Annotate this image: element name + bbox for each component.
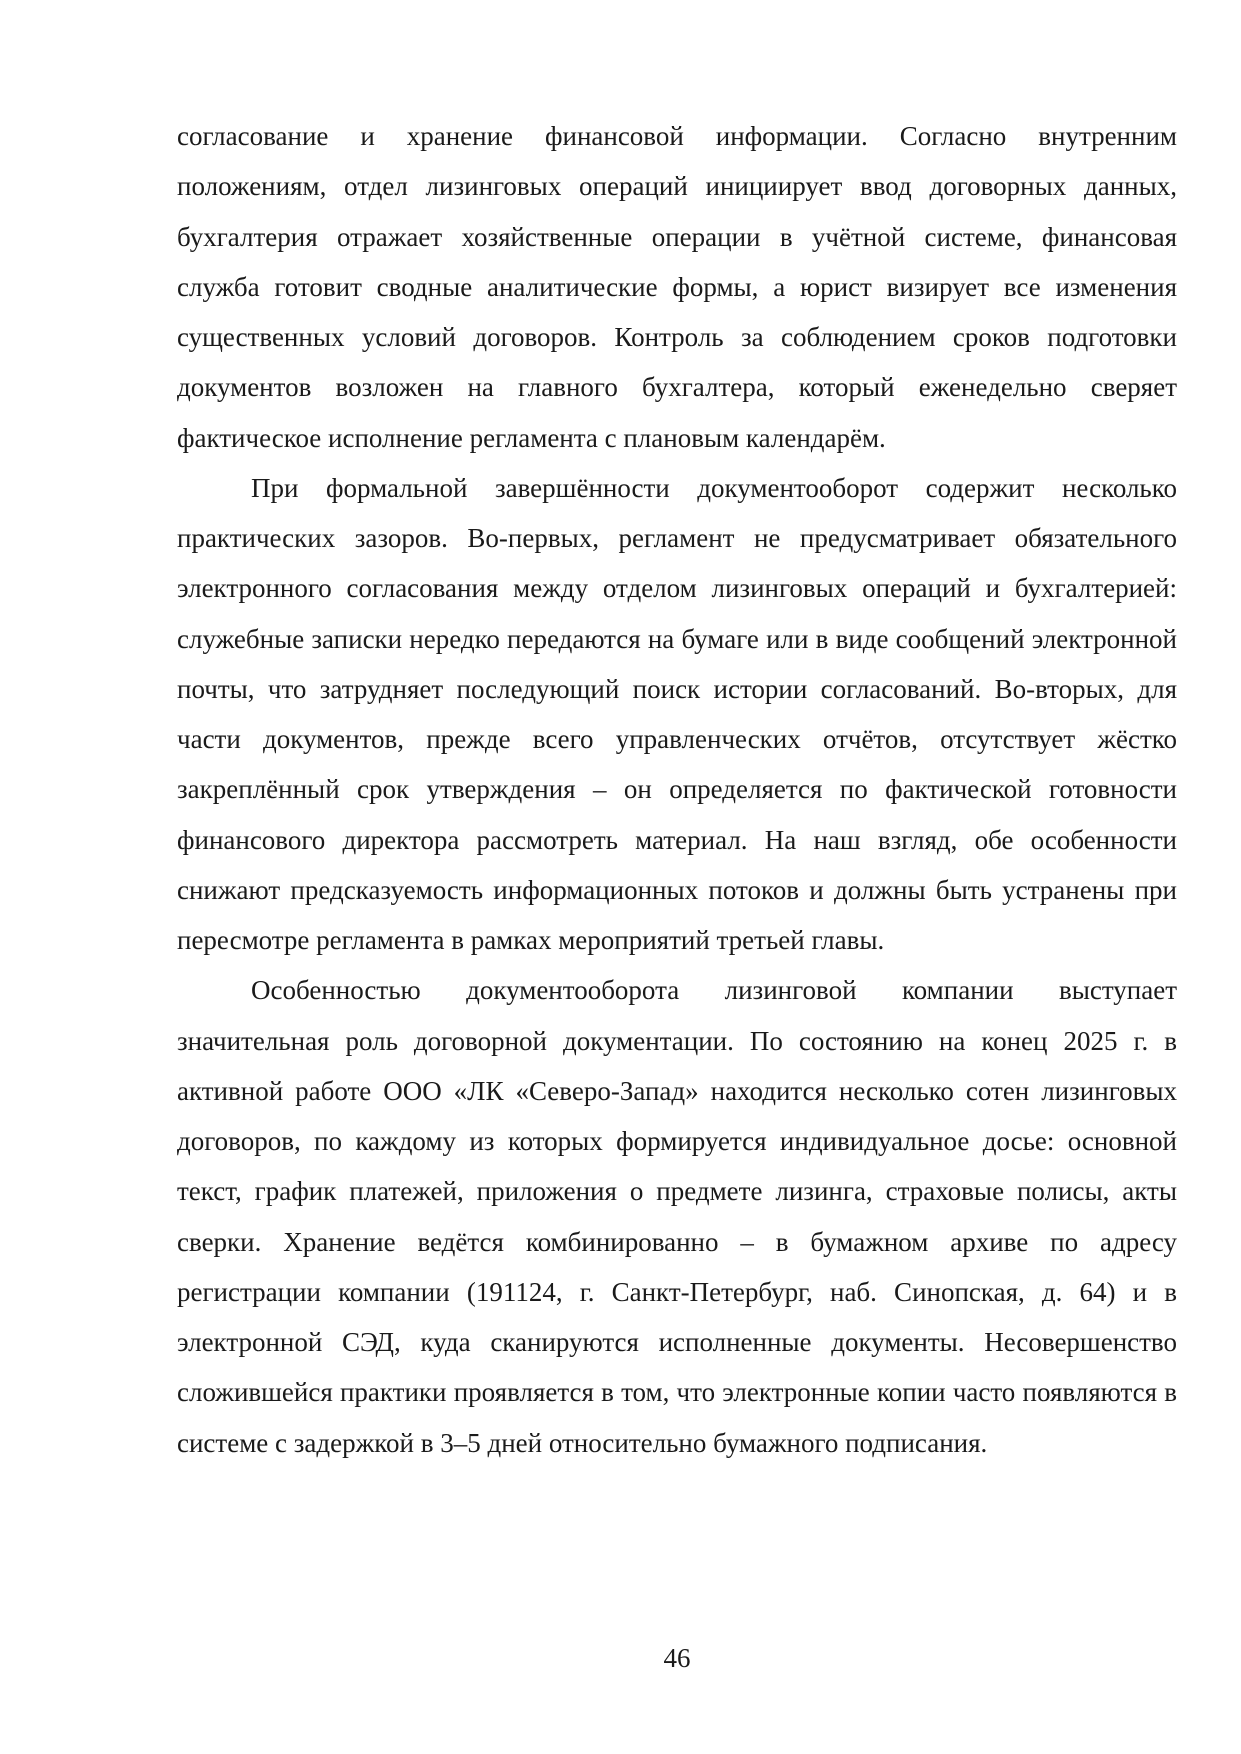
paragraph-2: При формальной завершённости документооборот содержит несколько практических зазоров. Во-первых, регламент не предусматривает обязательного электронного согласования между отделом лизинговых операций и бухгалтерией: служебные записки нередко передаются на бумаге или в виде сообщений электронной почты, что затрудняет последующий поиск истории согласований. Во-вторых, для части документов, прежде всего управленческих отчётов, отсутствует жёстко закреплённый срок утверждения – он определяется по фактической готовности финансового директора рассмотреть материал. На наш взгляд, обе особенности снижают предсказуемость информационных потоков и должны быть устранены при пересмотре регламента в рамках мероприятий третьей главы. [177,472,1177,955]
body-text [177,111,1177,1468]
paragraph-1: согласование и хранение финансовой информации. Согласно внутренним положениям, отдел лизинговых операций инициирует ввод договорных данных, бухгалтерия отражает хозяйственные операции в учётной системе, финансовая служба готовит сводные аналитические формы, а юрист визирует все изменения существенных условий договоров. Контроль за соблюдением сроков подготовки документов возложен на главного бухгалтера, который еженедельно сверяет фактическое исполнение регламента с плановым календарём. [177,121,1177,453]
page-number: 46 [663,1643,691,1673]
paragraph-3: Особенностью документооборота лизинговой компании выступает значительная роль договорной документации. По состоянию на конец 2025 г. в активной работе ООО «ЛК «Северо-Запад» находится несколько сотен лизинговых договоров, по каждому из которых формируется индивидуальное досье: основной текст, график платежей, приложения о предмете лизинга, страховые полисы, акты сверки. Хранение ведётся комбинированно – в бумажном архиве по адресу регистрации компании (191124, г. Санкт-Петербург, наб. Синопская, д. 64) и в электронной СЭД, куда сканируются исполненные документы. Несовершенство сложившейся практики проявляется в том, что электронные копии часто появляются в системе с задержкой в 3–5 дней относительно бумажного подписания. [177,975,1177,1458]
